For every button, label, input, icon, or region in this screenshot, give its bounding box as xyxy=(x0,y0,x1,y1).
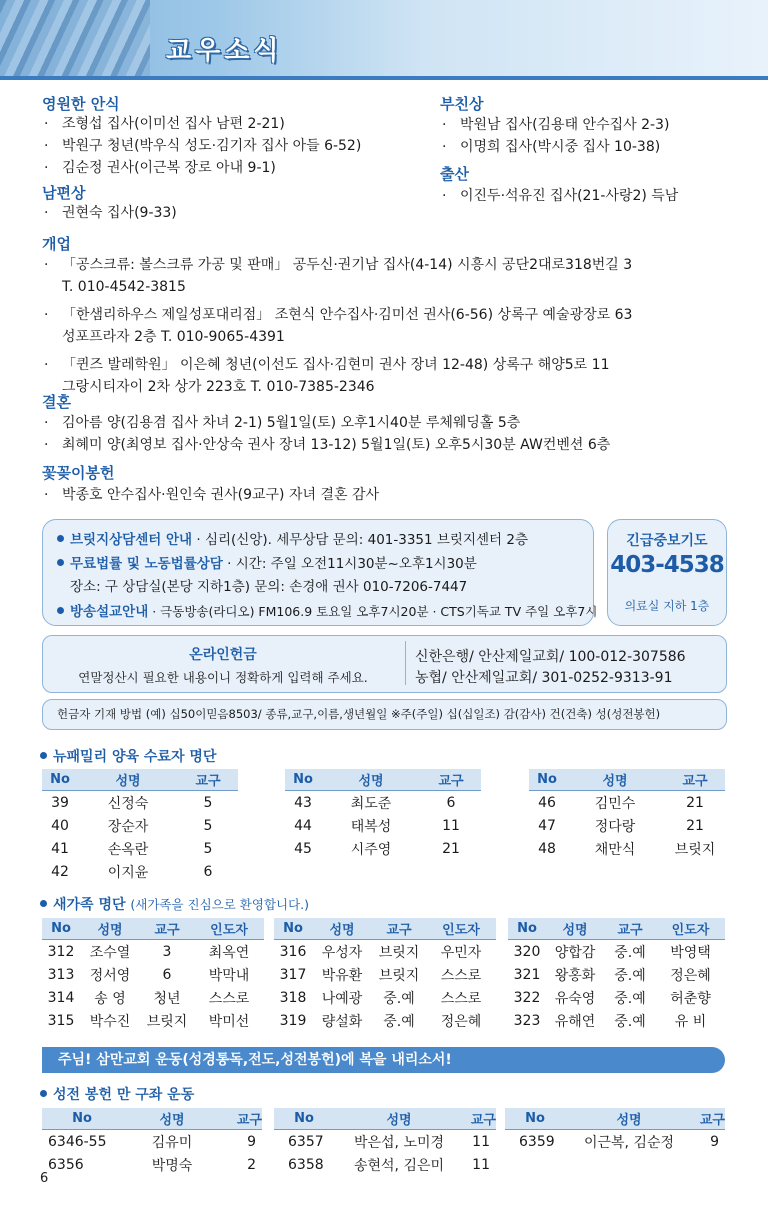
col-district: 교구 xyxy=(140,918,194,940)
cell: 11 xyxy=(472,1133,490,1150)
cell: 11 xyxy=(442,817,460,834)
cell: 박수진 xyxy=(89,1013,131,1030)
husband-loss-list xyxy=(44,202,177,224)
cell: 시주영 xyxy=(350,841,392,858)
newfamily-parenting-title: 뉴패밀리 양육 수료자 명단 xyxy=(40,746,216,766)
bullet-icon xyxy=(40,900,47,907)
cell: 9 xyxy=(247,1133,256,1150)
emergency-number: 403-4538 xyxy=(610,552,724,578)
table-row xyxy=(529,814,725,837)
cell: 박은섭, 노미경 xyxy=(353,1134,445,1151)
col-name: 성명 xyxy=(312,918,372,940)
table-row xyxy=(274,986,496,1009)
cell: 김유미 xyxy=(151,1134,193,1151)
cell: 중.예 xyxy=(383,1013,415,1030)
cell: 5 xyxy=(203,817,213,834)
cell: 스스로 xyxy=(440,990,482,1007)
birth-title: 출산 xyxy=(440,165,469,183)
cell: 송 영 xyxy=(94,990,126,1007)
cell: 유숙영 xyxy=(554,990,596,1007)
cell: 316 xyxy=(279,943,307,960)
cell: 11 xyxy=(472,1156,490,1173)
offering-method-box xyxy=(42,699,727,730)
table-header-row xyxy=(42,918,264,940)
cell: 왕홍화 xyxy=(554,967,596,984)
parent-loss-title: 부친상 xyxy=(440,95,484,113)
cell: 이지윤 xyxy=(107,864,149,881)
table-row xyxy=(508,986,725,1009)
cell: 손옥란 xyxy=(107,841,149,858)
new-members-subtitle: (새가족을 진심으로 환영합니다.) xyxy=(130,897,310,912)
cell: 322 xyxy=(513,989,541,1006)
bullet-icon xyxy=(40,1090,47,1097)
cell: 42 xyxy=(51,863,69,880)
cell: 유 비 xyxy=(674,1013,707,1030)
cell: 채만식 xyxy=(594,841,636,858)
condolence-title: 영원한 안식 xyxy=(42,95,120,113)
bullet-icon xyxy=(40,752,47,759)
info-box xyxy=(42,519,598,626)
list-item: · 조형섭 집사(이미선 집사 남편 2-21) xyxy=(44,116,285,132)
cell: 정서영 xyxy=(89,967,131,984)
page-number: 6 xyxy=(40,1171,49,1186)
wedding-title: 결혼 xyxy=(42,393,71,411)
cell: 40 xyxy=(51,817,69,834)
cell: 중.예 xyxy=(614,990,646,1007)
cell: 21 xyxy=(686,794,704,811)
cell: 321 xyxy=(513,966,541,983)
list-item: · 권현숙 집사(9-33) xyxy=(44,205,177,221)
table-header-row xyxy=(274,918,496,940)
cell: 신정숙 xyxy=(107,795,149,812)
cell: 나예광 xyxy=(321,990,363,1007)
col-no: No xyxy=(274,918,312,940)
list-item: · 이진두·석유진 집사(21-사랑2) 득남 xyxy=(442,188,679,204)
table-header-row xyxy=(285,769,481,791)
table-row xyxy=(42,1153,262,1176)
col-no: No xyxy=(42,1108,122,1130)
cell: 최옥연 xyxy=(208,944,250,961)
cell: 6 xyxy=(203,863,213,880)
col-district: 교구 xyxy=(693,1108,725,1130)
online-note: 연말정산시 필요한 내용이니 정확하게 입력해 주세요. xyxy=(78,670,368,685)
cell: 이근복, 김순정 xyxy=(583,1134,675,1151)
flower-title: 꽃꽂이봉헌 xyxy=(42,464,115,482)
emergency-location: 의료실 지하 1층 xyxy=(624,599,710,613)
cell: 박미선 xyxy=(208,1013,250,1030)
table-header-row xyxy=(529,769,725,791)
newfamily-table-1 xyxy=(42,769,238,883)
table-row xyxy=(274,1130,496,1154)
cell: 5 xyxy=(203,840,213,857)
cell: 스스로 xyxy=(208,990,250,1007)
table-row xyxy=(508,1009,725,1032)
cell: 박명숙 xyxy=(151,1157,193,1174)
cell: 박유환 xyxy=(321,967,363,984)
list-item: · 이명희 집사(박시중 집사 10-38) xyxy=(442,139,661,155)
broadcast-line: 방송설교안내 · 극동방송(라디오) FM106.9 토요일 오후7시20분 · CTS기독교 TV 주일 오후7시 xyxy=(57,600,597,620)
list-item: · 「공스크류: 볼스크류 가공 및 판매」 공두신·권기남 집사(4-14) 시흥시 공단2대로318번길 3 xyxy=(44,257,633,273)
cell: 박막내 xyxy=(208,967,250,984)
col-name: 성명 xyxy=(80,918,140,940)
cell: 허춘향 xyxy=(670,990,711,1007)
table-header-row xyxy=(508,918,725,940)
cell: 41 xyxy=(51,840,69,857)
col-no: No xyxy=(274,1108,334,1130)
newfamily-table-3 xyxy=(529,769,725,860)
online-offering-box xyxy=(42,635,727,693)
cell: 중.예 xyxy=(614,967,646,984)
cell: 우민자 xyxy=(440,944,482,961)
cell: 중.예 xyxy=(383,990,415,1007)
list-item: · 박원구 청년(박우식 성도·김기자 집사 아들 6-52) xyxy=(44,138,362,154)
table-row xyxy=(285,791,481,815)
table-row xyxy=(285,837,481,860)
cell: 46 xyxy=(538,794,556,811)
cell: 312 xyxy=(47,943,75,960)
col-name: 성명 xyxy=(546,918,604,940)
cell: 송현석, 김은미 xyxy=(353,1157,445,1174)
cell: 브릿지 xyxy=(674,841,716,858)
cell: 장순자 xyxy=(107,818,149,835)
cell: 21 xyxy=(442,840,460,857)
col-guide: 인도자 xyxy=(194,918,264,940)
col-guide: 인도자 xyxy=(656,918,725,940)
online-divider xyxy=(405,641,406,685)
list-item: · 「한샘리하우스 제일성포대리점」 조현식 안수집사·김미선 권사(6-56) 상록구 예술광장로 63 xyxy=(44,307,633,323)
cell: 우성자 xyxy=(321,944,363,961)
cell: 39 xyxy=(51,794,69,811)
table-row xyxy=(508,963,725,986)
list-item: · 박종호 안수집사·원인숙 권사(9교구) 자녀 결혼 감사 xyxy=(44,487,380,503)
bank-account-2: 농협/ 안산제일교회/ 301-0252-9313-91 xyxy=(415,670,673,686)
counseling-line: 브릿지상담센터 안내 · 심리(신앙). 세무상담 문의: 401-3351 브릿지센터 2층 xyxy=(57,528,528,548)
cell: 9 xyxy=(710,1133,719,1150)
cell: 6357 xyxy=(288,1133,324,1150)
list-item: · 김순정 권사(이근복 장로 아내 9-1) xyxy=(44,160,276,176)
col-name: 성명 xyxy=(78,769,178,791)
cell: 6359 xyxy=(519,1133,555,1150)
online-title: 온라인헌금 xyxy=(189,647,257,663)
table-row xyxy=(274,1009,496,1032)
newfamily-table-2 xyxy=(285,769,481,860)
cell: 브릿지 xyxy=(378,967,420,984)
col-district: 교구 xyxy=(464,1108,496,1130)
cell: 정은혜 xyxy=(440,1013,482,1030)
bullet-icon xyxy=(57,559,64,566)
page-title: 교우소식 xyxy=(166,36,283,66)
list-item-continued: 성포프라자 2층 T. 010-9065-4391 xyxy=(62,329,285,345)
new-members-title: 새가족 명단 (새가족을 진심으로 환영합니다.) xyxy=(40,894,309,914)
husband-loss-title: 남편상 xyxy=(42,184,86,202)
table-row xyxy=(42,1130,262,1154)
table-header-row xyxy=(42,769,238,791)
cell: 량설화 xyxy=(321,1013,363,1030)
col-no: No xyxy=(42,918,80,940)
cell: 브릿지 xyxy=(378,944,420,961)
col-no: No xyxy=(508,918,546,940)
cell: 2 xyxy=(247,1156,256,1173)
cell: 정은혜 xyxy=(670,967,711,984)
bullet-icon xyxy=(57,535,64,542)
cell: 317 xyxy=(279,966,307,983)
cell: 중.예 xyxy=(614,944,646,961)
new-members-table-2 xyxy=(274,918,496,1032)
table-row xyxy=(505,1130,725,1154)
wedding-list xyxy=(44,412,610,456)
cell: 청년 xyxy=(153,990,181,1007)
table-row xyxy=(42,860,238,883)
cell: 314 xyxy=(47,989,75,1006)
cell: 43 xyxy=(294,794,312,811)
cell: 6358 xyxy=(288,1156,324,1173)
cell: 5 xyxy=(203,794,213,811)
cell: 중.예 xyxy=(614,1013,646,1030)
list-item: · 「퀸즈 발레학원」 이은혜 청년(이선도 집사·김현미 권사 장녀 12-48) 상록구 해양5로 11 xyxy=(44,357,610,373)
bullet-icon xyxy=(57,607,64,614)
cell: 319 xyxy=(279,1012,307,1029)
bank-account-1: 신한은행/ 안산제일교회/ 100-012-307586 xyxy=(415,649,686,665)
table-row xyxy=(285,814,481,837)
header-divider xyxy=(0,76,768,80)
cell: 313 xyxy=(47,966,75,983)
cell: 유해연 xyxy=(554,1013,596,1030)
col-district: 교구 xyxy=(178,769,238,791)
table-row xyxy=(529,791,725,815)
col-name: 성명 xyxy=(565,769,665,791)
cell: 318 xyxy=(279,989,307,1006)
cell: 브릿지 xyxy=(146,1013,188,1030)
col-no: No xyxy=(285,769,321,791)
col-name: 성명 xyxy=(122,1108,222,1130)
cell: 320 xyxy=(513,943,541,960)
list-item-continued: T. 010-4542-3815 xyxy=(62,279,186,295)
header-decoration-image xyxy=(0,0,150,80)
table-header-row xyxy=(505,1108,725,1130)
table-row xyxy=(529,837,725,860)
cell: 45 xyxy=(294,840,312,857)
emergency-prayer-box xyxy=(607,519,727,626)
cell: 47 xyxy=(538,817,556,834)
cell: 3 xyxy=(162,943,172,960)
temple-offering-table-1 xyxy=(42,1108,262,1176)
col-name: 성명 xyxy=(334,1108,464,1130)
emergency-title: 긴급중보기도 xyxy=(626,533,708,549)
col-name: 성명 xyxy=(321,769,421,791)
cell: 6 xyxy=(446,794,456,811)
cell: 315 xyxy=(47,1012,75,1029)
cell: 김민수 xyxy=(594,795,636,812)
cell: 6346-55 xyxy=(48,1133,107,1150)
table-row xyxy=(274,940,496,964)
col-district: 교구 xyxy=(604,918,656,940)
flower-list xyxy=(44,484,379,506)
table-row xyxy=(274,963,496,986)
cell: 정다랑 xyxy=(594,818,636,835)
col-district: 교구 xyxy=(665,769,725,791)
opening-title: 개업 xyxy=(42,235,71,253)
col-district: 교구 xyxy=(222,1108,262,1130)
col-district: 교구 xyxy=(372,918,426,940)
cell: 48 xyxy=(538,840,556,857)
temple-offering-table-2 xyxy=(274,1108,496,1176)
cell: 최도준 xyxy=(350,795,392,812)
opening-list xyxy=(44,254,632,398)
cell: 6 xyxy=(162,966,172,983)
table-row xyxy=(42,791,238,815)
list-item: · 박원남 집사(김용태 안수집사 2-3) xyxy=(442,117,670,133)
table-row xyxy=(42,814,238,837)
table-row xyxy=(42,940,264,964)
col-no: No xyxy=(505,1108,565,1130)
legal-line: 무료법률 및 노동법률상담 · 시간: 주일 오전11시30분~오후1시30분 xyxy=(57,552,477,572)
table-header-row xyxy=(42,1108,262,1130)
cell: 태복성 xyxy=(350,818,392,835)
cell: 6356 xyxy=(48,1156,84,1173)
table-row xyxy=(274,1153,496,1176)
cell: 21 xyxy=(686,817,704,834)
list-item-continued: 그랑시티자이 2차 상가 223호 T. 010-7385-2346 xyxy=(62,379,375,395)
cell: 양합감 xyxy=(554,944,596,961)
parent-loss-list xyxy=(442,114,669,158)
col-district: 교구 xyxy=(421,769,481,791)
cell: 박영택 xyxy=(670,944,711,961)
list-item: · 김아름 양(김용겸 집사 차녀 2-1) 5월1일(토) 오후1시40분 루체웨딩홀 5층 xyxy=(44,415,521,431)
prayer-banner: 주님! 삼만교회 운동(성경통독,전도,성전봉헌)에 복을 내리소서! xyxy=(42,1047,725,1073)
cell: 44 xyxy=(294,817,312,834)
temple-offering-title: 성전 봉헌 만 구좌 운동 xyxy=(40,1084,194,1104)
col-name: 성명 xyxy=(565,1108,693,1130)
cell: 스스로 xyxy=(440,967,482,984)
table-header-row xyxy=(274,1108,496,1130)
col-no: No xyxy=(529,769,565,791)
cell: 323 xyxy=(513,1012,541,1029)
table-row xyxy=(42,963,264,986)
table-row xyxy=(42,837,238,860)
new-members-table-3 xyxy=(508,918,725,1032)
condolence-list xyxy=(44,113,361,179)
birth-list xyxy=(442,185,678,207)
table-row xyxy=(508,940,725,964)
table-row xyxy=(42,986,264,1009)
legal-location-line: 장소: 구 상담실(본당 지하1층) 문의: 손경애 권사 010-7206-7447 xyxy=(70,579,468,595)
new-members-table-1 xyxy=(42,918,264,1032)
col-no: No xyxy=(42,769,78,791)
offering-method-text: 헌금자 기재 방법 (예) 십50이믿음8503/ 종류,교구,이름,생년월일 ※주(주일) 십(십일조) 감(감사) 건(건축) 성(성전봉헌) xyxy=(57,707,661,721)
cell: 조수열 xyxy=(89,944,131,961)
temple-offering-table-3 xyxy=(505,1108,725,1153)
list-item: · 최혜미 양(최영보 집사·안상숙 권사 장녀 13-12) 5월1일(토) 오후5시30분 AW컨벤션 6층 xyxy=(44,437,611,453)
col-guide: 인도자 xyxy=(426,918,496,940)
table-row xyxy=(42,1009,264,1032)
